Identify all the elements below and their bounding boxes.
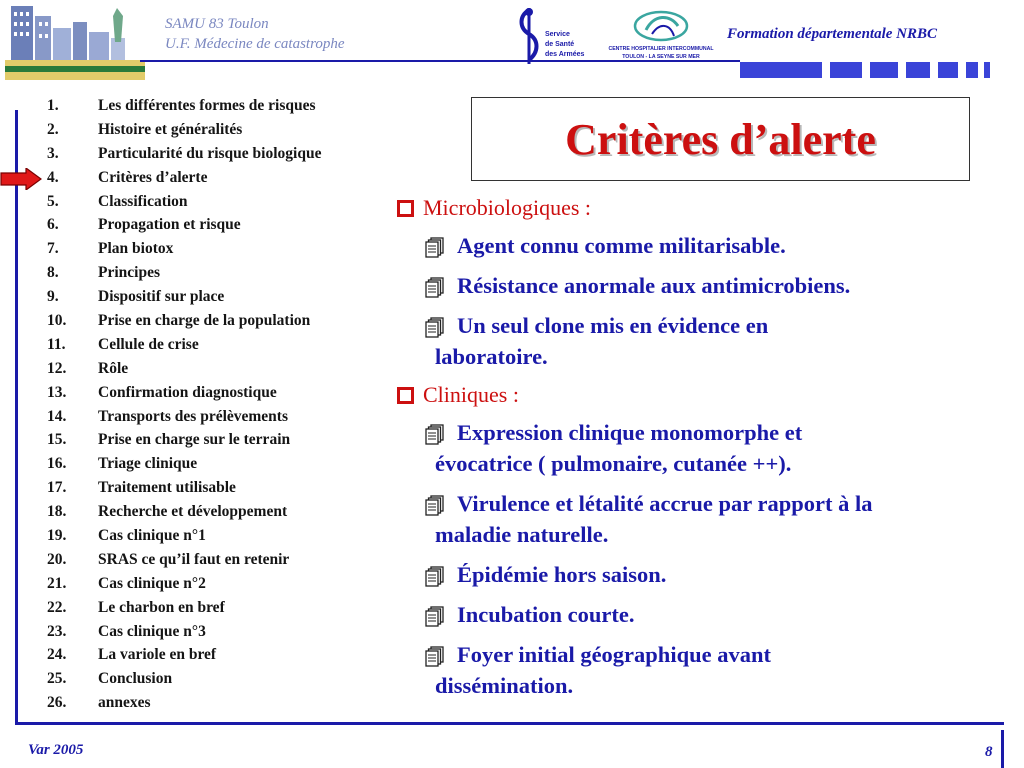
bullet-point: [397, 488, 997, 550]
footer-date: Var 2005: [28, 742, 84, 758]
stacked-pages-icon: [425, 424, 445, 445]
bullet-point: [397, 230, 997, 261]
toc-item-label: Rôle: [98, 359, 129, 377]
hollow-square-icon: [397, 387, 414, 404]
bullet-point: [397, 310, 997, 372]
toc-item-number: 26.: [47, 694, 67, 712]
stacked-pages-icon: [425, 317, 445, 338]
stacked-pages-icon: [425, 237, 445, 258]
toc-item[interactable]: [47, 237, 397, 261]
toc-item-number: 18.: [47, 503, 67, 521]
toc-item[interactable]: [47, 381, 397, 405]
table-of-contents: [47, 94, 397, 715]
toc-item[interactable]: [47, 261, 397, 285]
toc-item[interactable]: [47, 142, 397, 166]
bullet-point: [397, 417, 997, 479]
svg-text:CENTRE HOSPITALIER INTERCOMMUN: CENTRE HOSPITALIER INTERCOMMUNAL: [608, 46, 714, 52]
toc-item-number: 14.: [47, 407, 67, 425]
bullet-point: [397, 270, 997, 301]
bullet-line: Résistance anormale aux antimicrobiens.: [457, 273, 851, 298]
toc-item-number: 13.: [47, 383, 67, 401]
toc-item[interactable]: [47, 596, 397, 620]
toc-item-label: Transports des prélèvements: [98, 407, 288, 425]
toc-item[interactable]: [47, 94, 397, 118]
service-sante-armees-logo: [515, 6, 595, 66]
toc-item[interactable]: [47, 213, 397, 237]
toc-item-label: Critères d’alerte: [98, 168, 208, 186]
toc-item[interactable]: [47, 333, 397, 357]
bullet-line: Foyer initial géographique avant: [457, 642, 771, 667]
bullet-line: Un seul clone mis en évidence en: [457, 313, 769, 338]
toc-item[interactable]: [47, 452, 397, 476]
toc-item[interactable]: [47, 667, 397, 691]
svg-text:TOULON - LA SEYNE SUR MER: TOULON - LA SEYNE SUR MER: [622, 54, 700, 60]
bottom-frame-line: [15, 722, 1004, 725]
toc-item-number: 19.: [47, 526, 67, 544]
section-heading: [397, 377, 997, 413]
bullet-line: Expression clinique monomorphe et: [457, 420, 803, 445]
toc-item-number: 17.: [47, 479, 67, 497]
org-line-2: U.F. Médecine de catastrophe: [165, 36, 345, 52]
toc-item-number: 22.: [47, 598, 67, 616]
toc-item[interactable]: [47, 190, 397, 214]
toc-item-number: 21.: [47, 574, 67, 592]
toc-item-number: 10.: [47, 311, 67, 329]
svg-text:Service: Service: [545, 31, 570, 38]
org-line-1: SAMU 83 Toulon: [165, 16, 269, 32]
stacked-pages-icon: [425, 566, 445, 587]
organization-block: [165, 14, 345, 54]
toc-item-label: Prise en charge de la population: [98, 311, 311, 329]
toc-item-label: Confirmation diagnostique: [98, 383, 277, 401]
bullet-line: Épidémie hors saison.: [457, 562, 667, 587]
toc-item-number: 9.: [47, 288, 59, 306]
svg-text:de Santé: de Santé: [545, 41, 575, 48]
stacked-pages-icon: [425, 606, 445, 627]
red-arrow-icon: [0, 168, 42, 190]
toc-item-number: 20.: [47, 550, 67, 568]
toc-item[interactable]: [47, 285, 397, 309]
toc-item-number: 15.: [47, 431, 67, 449]
toc-item-label: Triage clinique: [98, 455, 198, 473]
bullet-point: [397, 559, 997, 590]
toc-item-number: 25.: [47, 670, 67, 688]
decorative-bar-strip: [740, 62, 1024, 78]
toc-item-label: Prise en charge sur le terrain: [98, 431, 291, 449]
bullet-line-continued: laboratoire.: [435, 344, 548, 369]
toc-item-number: 24.: [47, 646, 67, 664]
toc-item[interactable]: [47, 428, 397, 452]
toc-item-label: Principes: [98, 264, 160, 282]
section-heading-text: Cliniques :: [423, 382, 519, 407]
toc-item[interactable]: [47, 476, 397, 500]
toc-item-label: annexes: [98, 694, 151, 712]
toc-item-label: Conclusion: [98, 670, 173, 688]
toc-item-label: La variole en bref: [98, 646, 217, 664]
section-heading: [397, 190, 997, 226]
hollow-square-icon: [397, 200, 414, 217]
bullet-point: [397, 639, 997, 701]
toc-item-number: 16.: [47, 455, 67, 473]
page-number: 8: [985, 744, 993, 760]
toc-item-number: 11.: [47, 335, 66, 353]
toc-item-label: Classification: [98, 192, 188, 210]
slide-content: [397, 190, 997, 710]
bullet-line-continued: évocatrice ( pulmonaire, cutanée ++).: [435, 451, 792, 476]
toc-item[interactable]: [47, 118, 397, 142]
toc-item-label: Propagation et risque: [98, 216, 241, 234]
bullet-line: Agent connu comme militarisable.: [457, 233, 786, 258]
toc-item-label: Recherche et développement: [98, 503, 288, 521]
toc-item[interactable]: [47, 357, 397, 381]
right-frame-tick: [1001, 730, 1004, 768]
slide-title: Critères d’alerte: [565, 114, 876, 164]
toc-item[interactable]: [47, 691, 397, 715]
svg-text:des Armées: des Armées: [545, 51, 585, 58]
bullet-line-continued: dissémination.: [435, 673, 574, 698]
toc-item-number: 6.: [47, 216, 59, 234]
toc-item-number: 3.: [47, 144, 59, 162]
stacked-pages-icon: [425, 646, 445, 667]
left-frame-line: [15, 110, 18, 725]
slide-title-box: [471, 97, 970, 181]
toc-item[interactable]: [47, 643, 397, 667]
toc-item-number: 1.: [47, 96, 59, 114]
toc-item-label: Dispositif sur place: [98, 288, 225, 306]
city-skyline-logo: [5, 2, 145, 80]
toc-item-label: Particularité du risque biologique: [98, 144, 322, 162]
formation-title: Formation départementale NRBC: [727, 26, 938, 42]
toc-item-number: 23.: [47, 622, 67, 640]
header-divider: [140, 60, 740, 62]
toc-item[interactable]: [47, 548, 397, 572]
bullet-point: [397, 599, 997, 630]
slide-header: [0, 0, 1024, 80]
toc-item-label: Cas clinique n°3: [98, 622, 206, 640]
toc-item-label: Les différentes formes de risques: [98, 96, 316, 114]
toc-item-label: Le charbon en bref: [98, 598, 225, 616]
toc-item[interactable]: [47, 524, 397, 548]
toc-item[interactable]: [47, 309, 397, 333]
toc-item-label: Cas clinique n°1: [98, 526, 206, 544]
toc-item-label: Traitement utilisable: [98, 479, 236, 497]
bullet-line-continued: maladie naturelle.: [435, 522, 609, 547]
bullet-line: Virulence et létalité accrue par rapport à la: [457, 491, 873, 516]
toc-item-number: 7.: [47, 240, 59, 258]
toc-item-number: 5.: [47, 192, 59, 210]
toc-item-number: 4.: [47, 168, 59, 186]
stacked-pages-icon: [425, 277, 445, 298]
toc-item-number: 12.: [47, 359, 67, 377]
toc-item-label: Cellule de crise: [98, 335, 199, 353]
toc-item-label: SRAS ce qu’il faut en retenir: [98, 550, 290, 568]
toc-item[interactable]: [47, 620, 397, 644]
toc-item-label: Cas clinique n°2: [98, 574, 206, 592]
stacked-pages-icon: [425, 495, 445, 516]
toc-item-label: Plan biotox: [98, 240, 174, 258]
toc-item-label: Histoire et généralités: [98, 120, 243, 138]
bullet-line: Incubation courte.: [457, 602, 635, 627]
toc-item[interactable]: [47, 500, 397, 524]
toc-item[interactable]: [47, 405, 397, 429]
toc-item-number: 8.: [47, 264, 59, 282]
toc-item[interactable]: [47, 572, 397, 596]
section-heading-text: Microbiologiques :: [423, 195, 592, 220]
centre-hospitalier-logo: [602, 10, 720, 62]
toc-item[interactable]: [47, 166, 397, 190]
toc-item-number: 2.: [47, 120, 59, 138]
